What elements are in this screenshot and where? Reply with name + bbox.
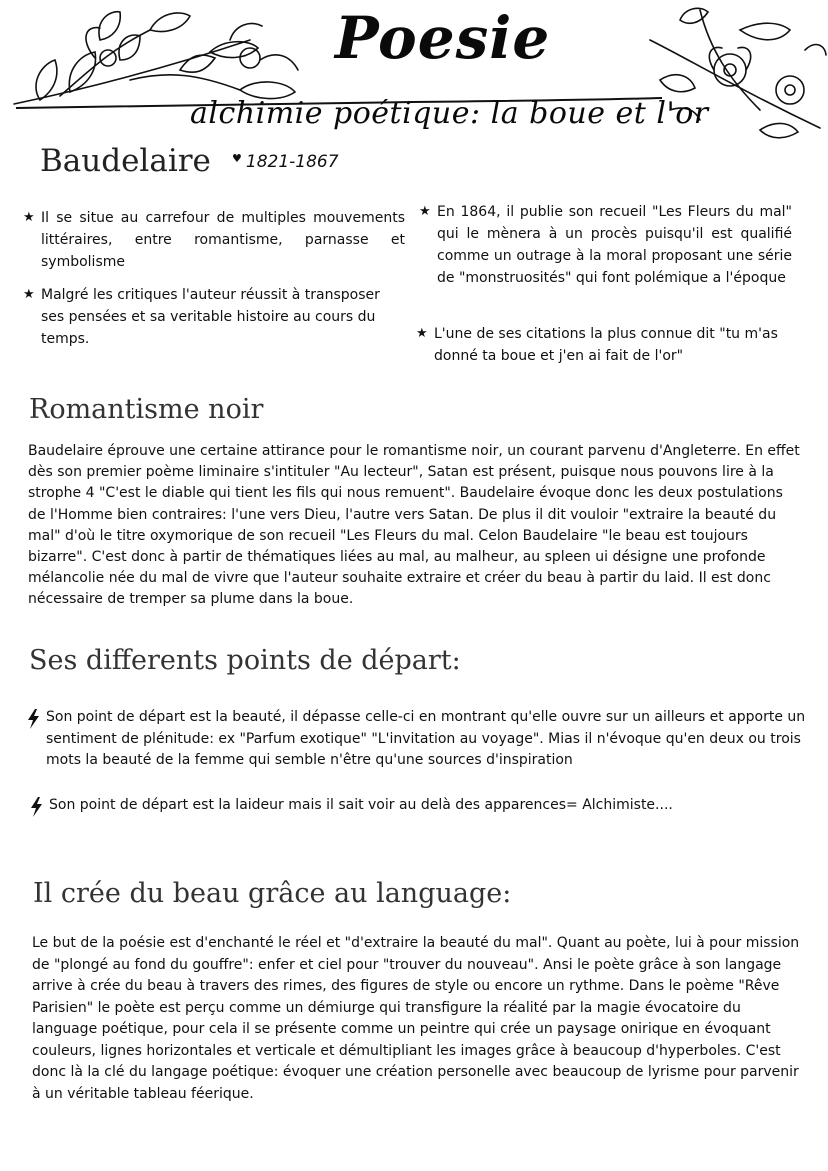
section-heading-romantisme: Romantisme noir xyxy=(29,394,264,425)
author-dates-text: 1821-1867 xyxy=(245,152,339,172)
bio-bullet-text: Il se situe au carrefour de multiples mouvements littéraires, entre romantisme, parnasse et symbolisme xyxy=(41,210,405,270)
star-icon: ★ xyxy=(23,287,35,302)
bio-bullet-text: Malgré les critiques l'auteur réussit à transposer ses pensées et sa veritable histoire au cours du temps. xyxy=(41,287,380,347)
bio-bullet xyxy=(419,201,792,289)
bio-bullet xyxy=(416,323,799,367)
page-title: Poesie xyxy=(335,4,551,72)
section-heading-language: Il crée du beau grâce au language: xyxy=(33,878,512,909)
lightning-icon xyxy=(30,797,43,817)
author-dates xyxy=(232,152,339,172)
depart-item xyxy=(49,795,809,816)
star-icon: ★ xyxy=(23,210,35,225)
lightning-icon xyxy=(27,709,40,729)
romantisme-paragraph: Baudelaire éprouve une certaine attirance pour le romantisme noir, un courant parvenu d'Angleterre. En effet dès son premier poème liminaire s'intituler "Au lecteur", Satan est présent, puisque nous pouvons lire à la strophe 4 "C'est le diable qui tient les fils qui nous remuent". Baudelaire évoque donc les deux postulations de l'Homme bien contraires: l'une vers Dieu, l'autre vers Satan. De plus il dit vouloir "extraire la beauté du mal" d'où le titre oxymorique de son recueil "Les Fleurs du mal. Celon Baudelaire "le beau est toujours bizarre". C'est donc à partir de thématiques liées au mal, au malheur, au spleen ui désigne une profonde mélancolie née du mal de vivre que l'auteur souhaite extraire et créer du beau à partir du laid. Il est donc nécessaire de tremper sa plume dans la boue. xyxy=(28,443,800,608)
page-subtitle: alchimie poétique: la boue et l'or xyxy=(190,96,709,131)
star-icon: ★ xyxy=(416,326,428,341)
section-heading-depart: Ses differents points de départ: xyxy=(29,645,461,676)
language-paragraph: Le but de la poésie est d'enchanté le réel et "d'extraire la beauté du mal". Quant au poète, lui à pour mission de "plongé au fond du gouffre": enfer et ciel pour "trouver du nouveau". Ansi le poète grâce à son langage arrive à crée du beau à travers des rimes, des figures de style ou encore un rythme. Dans le poème "Rêve Parisien" le poète est perçu comme un démiurge qui transfigure la réalité par la magie évocatoire du language poétique, pour cela il se présente comme un peintre qui crée un paysage onirique en évoquant couleurs, lignes horizontales et verticale et démultipliant les images grâce à beaucoup d'hyperboles. C'est donc là la clé du langage poétique: évoquer une création personelle avec beaucoup de lyrisme pour parvenir à un véritable tableau féerique. xyxy=(32,935,800,1102)
star-icon: ★ xyxy=(419,204,431,219)
depart-item xyxy=(46,707,816,772)
depart-item-text: Son point de départ est la beauté, il dépasse celle-ci en montrant qu'elle ouvre sur un ailleurs et apporte un sentiment de plénitude: ex "Parfum exotique" "L'invitation au voyage". Mias il n'évoque qu'en deux ou trois mots la beauté de la femme qui semble n'être qu'une sources d'inspiration xyxy=(46,709,806,768)
bio-bullet xyxy=(23,284,401,350)
bio-bullet xyxy=(23,207,405,273)
depart-item-text: Son point de départ est la laideur mais il sait voir au delà des apparences= Alchimiste.... xyxy=(49,797,673,813)
heart-icon: ♥ xyxy=(232,152,242,165)
bio-bullet-text: L'une de ses citations la plus connue dit "tu m'as donné ta boue et j'en ai fait de l'or" xyxy=(434,326,778,364)
author-name: Baudelaire xyxy=(40,143,211,179)
bio-bullet-text: En 1864, il publie son recueil "Les Fleurs du mal" qui le mènera à un procès puisqu'il est qualifié comme un outrage à la moral proposant une série de "monstruosités" qui font polémique a l'époque xyxy=(437,204,792,286)
